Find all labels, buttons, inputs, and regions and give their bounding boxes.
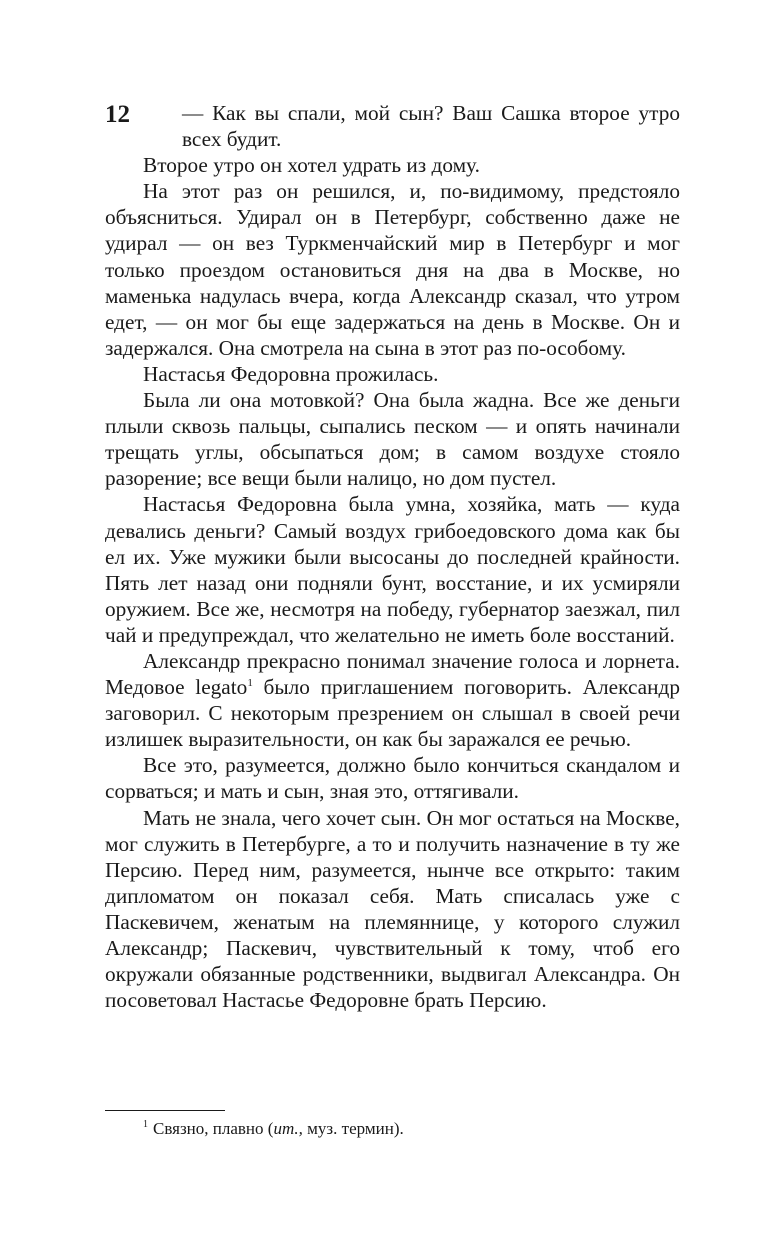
paragraph: Была ли она мотовкой? Она была жадна. Все же деньги плыли сквозь пальцы, сыпались песком — и опять начинали трещать углы, обсыпаться дом; в самом воздухе стояло разорение; все вещи были налицо, но дом пустел. <box>105 388 680 491</box>
footnote-text: муз. термин). <box>302 1119 404 1138</box>
footnote-divider <box>105 1110 225 1111</box>
footnote-mark: 1 <box>143 1119 148 1130</box>
paragraph-text: Александр прекрасно понимал значение голоса и лорнета. Медовое legato <box>105 648 680 700</box>
paragraph-text: было приглашением поговорить. Александр заговорил. С некоторым презрением он слышал в своей речи излишек выразительности, он как бы заражался ее речью. <box>105 675 680 752</box>
paragraph: — Как вы спали, мой сын? Ваш Сашка второе утро всех будит. <box>182 101 680 152</box>
footnote-text: Связно, плавно ( <box>153 1119 274 1138</box>
paragraph: На этот раз он решился, и, по-видимому, предстояло объясниться. Удирал он в Петербург, собственно даже не удирал — он вез Туркменчайский мир в Петербург и мог только проездом остановиться дня на два в Москве, но маменька надулась вчера, когда Александр сказал, что утром едет, — он мог бы еще задержаться на день в Москве. Он и задержался. Она смотрела на сына в этот раз по-особому. <box>105 179 680 360</box>
paragraph: Настасья Федоровна прожилась. <box>143 361 439 386</box>
footnote <box>143 1118 404 1140</box>
paragraph: Настасья Федоровна была умна, хозяйка, мать — куда девались деньги? Самый воздух грибоедовского дома как бы ел их. Уже мужики были высосаны до последней крайности. Пять лет назад они подняли бунт, восстание, и их усмиряли оружием. Все же, несмотря на победу, губернатор заезжал, пил чай и предупреждал, что желательно не иметь боле восстаний. <box>105 492 680 647</box>
paragraph: Второе утро он хотел удрать из дому. <box>143 153 480 178</box>
footnote-reference[interactable]: 1 <box>247 677 253 690</box>
paragraph: Мать не знала, чего хочет сын. Он мог остаться на Москве, мог служить в Петербурге, а то и получить назначение в ту же Персию. Перед ним, разумеется, нынче все открыто: таким дипломатом он показал себя. Мать списалась уже с Паскевичем, женатым на племяннице, у которого служил Александр; Паскевич, чувствительный к тому, чтоб его окружали обязанные родственники, выдвигал Александра. Он посоветовал Настасье Федоровне брать Персию. <box>105 805 680 1013</box>
paragraph-with-footnote <box>105 648 680 752</box>
main-text <box>105 100 680 1013</box>
paragraph: Все это, разумеется, должно было кончиться скандалом и сорваться; и мать и сын, зная это, оттягивали. <box>105 753 680 804</box>
page-number: 12 <box>105 101 130 128</box>
footnote-italic-text: ит., <box>273 1119 303 1138</box>
